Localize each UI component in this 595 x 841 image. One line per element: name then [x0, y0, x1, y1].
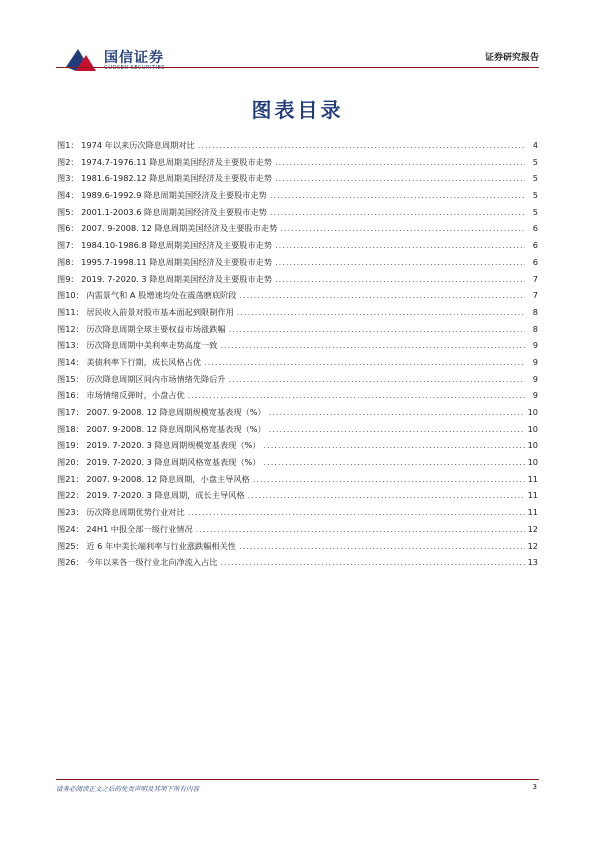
toc-entry[interactable] — [57, 538, 538, 555]
toc-leader-dots — [229, 321, 525, 338]
toc-entry[interactable] — [57, 421, 538, 438]
toc-entry[interactable] — [57, 471, 538, 488]
toc-entry-label[interactable]: 图20： 2019. 7-2020. 3 降息周期风格宽基表现（%） — [57, 457, 261, 468]
toc-entry-label[interactable]: 图26： 今年以来各一级行业北向净流入占比 — [57, 557, 218, 568]
toc-leader-dots — [275, 237, 525, 254]
page-title: 图表目录 — [251, 98, 344, 122]
toc-entry[interactable] — [57, 387, 538, 404]
toc-entry-page[interactable]: 9 — [532, 390, 538, 401]
toc-entry-page[interactable]: 4 — [532, 140, 538, 150]
toc-entry-page[interactable]: 6 — [532, 223, 538, 234]
toc-leader-dots — [188, 504, 525, 521]
toc-entry-label[interactable]: 图14： 美债利率下行期，成长风格占优 — [57, 356, 202, 367]
toc-leader-dots — [204, 354, 525, 371]
toc-leader-dots — [229, 371, 525, 388]
header-divider — [56, 67, 539, 68]
toc-leader-dots — [253, 471, 525, 488]
footer-divider — [56, 779, 539, 780]
toc-entry-label[interactable]: 图13： 历次降息周期中美利率走势高度一致 — [57, 340, 218, 351]
toc-entry[interactable] — [57, 204, 538, 221]
toc-entry-page[interactable]: 11 — [527, 507, 538, 518]
toc-leader-dots — [275, 170, 525, 187]
toc-entry-label[interactable]: 图25： 近 6 年中美长端利率与行业涨跌幅相关性 — [57, 540, 236, 551]
toc-entry-label[interactable]: 图23： 历次降息周期优势行业对比 — [57, 507, 185, 518]
toc-entry-page[interactable]: 5 — [532, 206, 538, 217]
toc-entry[interactable] — [57, 337, 538, 354]
toc-entry-page[interactable]: 7 — [532, 273, 538, 284]
toc-entry-page[interactable]: 8 — [532, 306, 538, 317]
brand-name: 国信证券 — [104, 50, 164, 66]
toc-entry[interactable] — [57, 154, 538, 171]
toc-entry-page[interactable]: 5 — [532, 156, 538, 167]
toc-leader-dots — [264, 437, 525, 454]
toc-entry-page[interactable]: 7 — [532, 290, 538, 301]
toc-entry-label[interactable]: 图22： 2019. 7-2020. 3 降息周期，成长主导风格 — [57, 490, 245, 501]
toc-entry-label[interactable]: 图21： 2007. 9-2008. 12 降息周期，小盘主导风格 — [57, 473, 250, 484]
page-number: 3 — [532, 783, 537, 791]
toc-leader-dots — [220, 554, 524, 571]
toc-entry[interactable] — [57, 287, 538, 304]
toc-entry-page[interactable]: 9 — [532, 373, 538, 384]
toc-entry-label[interactable]: 图17： 2007. 9-2008. 12 降息周期规模宽基表现（%） — [57, 407, 266, 417]
toc-entry-label[interactable]: 图11： 居民收入前景对股市基本面起到限制作用 — [57, 306, 234, 317]
page-header — [0, 0, 595, 80]
toc-entry[interactable] — [57, 187, 538, 204]
toc-entry-label[interactable]: 图1： 1974 年以来历次降息周期对比 — [57, 140, 195, 150]
toc-leader-dots — [239, 287, 525, 304]
toc-entry-page[interactable]: 9 — [532, 340, 538, 351]
toc-entry[interactable] — [57, 454, 538, 471]
toc-entry-page[interactable]: 11 — [527, 490, 538, 501]
toc-entry[interactable] — [57, 504, 538, 521]
toc-entry[interactable] — [57, 404, 538, 421]
toc-leader-dots — [275, 271, 525, 288]
toc-entry-page[interactable]: 6 — [532, 240, 538, 251]
guosen-logo — [64, 45, 224, 81]
toc-entry[interactable] — [57, 487, 538, 504]
toc-entry-page[interactable]: 5 — [532, 173, 538, 184]
toc-entry[interactable] — [57, 137, 538, 154]
guosen-logo-icon — [64, 45, 98, 75]
toc-entry[interactable] — [57, 554, 538, 571]
figure-list — [57, 137, 538, 571]
toc-entry-label[interactable]: 图3： 1981.6-1982.12 降息周期美国经济及主要股市走势 — [57, 173, 273, 184]
toc-entry[interactable] — [57, 437, 538, 454]
toc-leader-dots — [275, 154, 525, 171]
toc-entry-label[interactable]: 图15： 历次降息周期区间内市场情绪先降后升 — [57, 373, 226, 384]
toc-entry-page[interactable]: 12 — [527, 523, 538, 534]
toc-entry-page[interactable]: 8 — [532, 323, 538, 334]
brand-subtitle: GUOSEN SECURITIES — [104, 65, 165, 71]
toc-entry-page[interactable]: 10 — [527, 423, 538, 434]
toc-leader-dots — [220, 337, 525, 354]
toc-leader-dots — [188, 387, 525, 404]
toc-entry-label[interactable]: 图6： 2007. 9-2008. 12 降息周期美国经济及主要股市走势 — [57, 223, 278, 234]
toc-entry[interactable] — [57, 237, 538, 254]
toc-entry-label[interactable]: 图12： 历次降息周期全球主要权益市场涨跌幅 — [57, 323, 226, 334]
toc-leader-dots — [280, 220, 525, 237]
toc-entry[interactable] — [57, 321, 538, 338]
toc-entry[interactable] — [57, 170, 538, 187]
toc-entry[interactable] — [57, 271, 538, 288]
toc-leader-dots — [270, 187, 525, 204]
toc-entry-label[interactable]: 图9： 2019. 7-2020. 3 降息周期美国经济及主要股市走势 — [57, 273, 273, 284]
toc-entry-page[interactable]: 13 — [527, 557, 538, 568]
toc-entry[interactable] — [57, 371, 538, 388]
toc-leader-dots — [248, 487, 525, 504]
toc-entry[interactable] — [57, 220, 538, 237]
toc-leader-dots — [269, 404, 525, 421]
toc-entry-label[interactable]: 图2： 1974.7-1976.11 降息周期美国经济及主要股市走势 — [57, 156, 273, 167]
toc-leader-dots — [198, 137, 525, 154]
toc-leader-dots — [196, 521, 525, 538]
toc-entry-label[interactable]: 图4： 1989.6-1992.9 降息周期美国经济及主要股市走势 — [57, 190, 267, 201]
toc-entry[interactable] — [57, 354, 538, 371]
toc-entry-page[interactable]: 12 — [527, 540, 538, 551]
toc-entry-label[interactable]: 图5： 2001.1-2003.6 降息周期美国经济及主要股市走势 — [57, 206, 267, 217]
toc-entry-page[interactable]: 10 — [527, 440, 538, 451]
toc-entry-page[interactable]: 10 — [527, 407, 538, 417]
toc-entry-label[interactable]: 图19： 2019. 7-2020. 3 降息周期规模宽基表现（%） — [57, 440, 261, 451]
toc-entry-label[interactable]: 图10： 内需景气和 A 股增速均处在震荡磨底阶段 — [57, 290, 237, 301]
toc-entry-label[interactable]: 图18： 2007. 9-2008. 12 降息周期风格宽基表现（%） — [57, 423, 266, 434]
toc-leader-dots — [237, 304, 525, 321]
toc-entry-label[interactable]: 图16： 市场情绪反弹时，小盘占优 — [57, 390, 185, 401]
report-type-label: 证券研究报告 — [484, 53, 539, 63]
toc-entry-page[interactable]: 10 — [527, 457, 538, 468]
toc-leader-dots — [275, 254, 525, 271]
toc-leader-dots — [269, 421, 525, 438]
toc-entry-label[interactable]: 图24： 24H1 中报全部一级行业情况 — [57, 523, 193, 534]
footer-disclaimer: 请务必阅读正文之后的免责声明及其项下所有内容 — [56, 785, 199, 793]
toc-leader-dots — [239, 538, 525, 555]
toc-entry[interactable] — [57, 521, 538, 538]
toc-entry-label[interactable]: 图8： 1995.7-1998.11 降息周期美国经济及主要股市走势 — [57, 256, 273, 267]
toc-entry[interactable] — [57, 254, 538, 271]
toc-entry-page[interactable]: 9 — [532, 356, 538, 367]
toc-entry-page[interactable]: 6 — [532, 256, 538, 267]
toc-entry-page[interactable]: 11 — [527, 473, 538, 484]
toc-entry-label[interactable]: 图7： 1984.10-1986.8 降息周期美国经济及主要股市走势 — [57, 240, 273, 251]
toc-entry-page[interactable]: 5 — [532, 190, 538, 201]
toc-leader-dots — [270, 204, 525, 221]
toc-entry[interactable] — [57, 304, 538, 321]
toc-leader-dots — [264, 454, 525, 471]
